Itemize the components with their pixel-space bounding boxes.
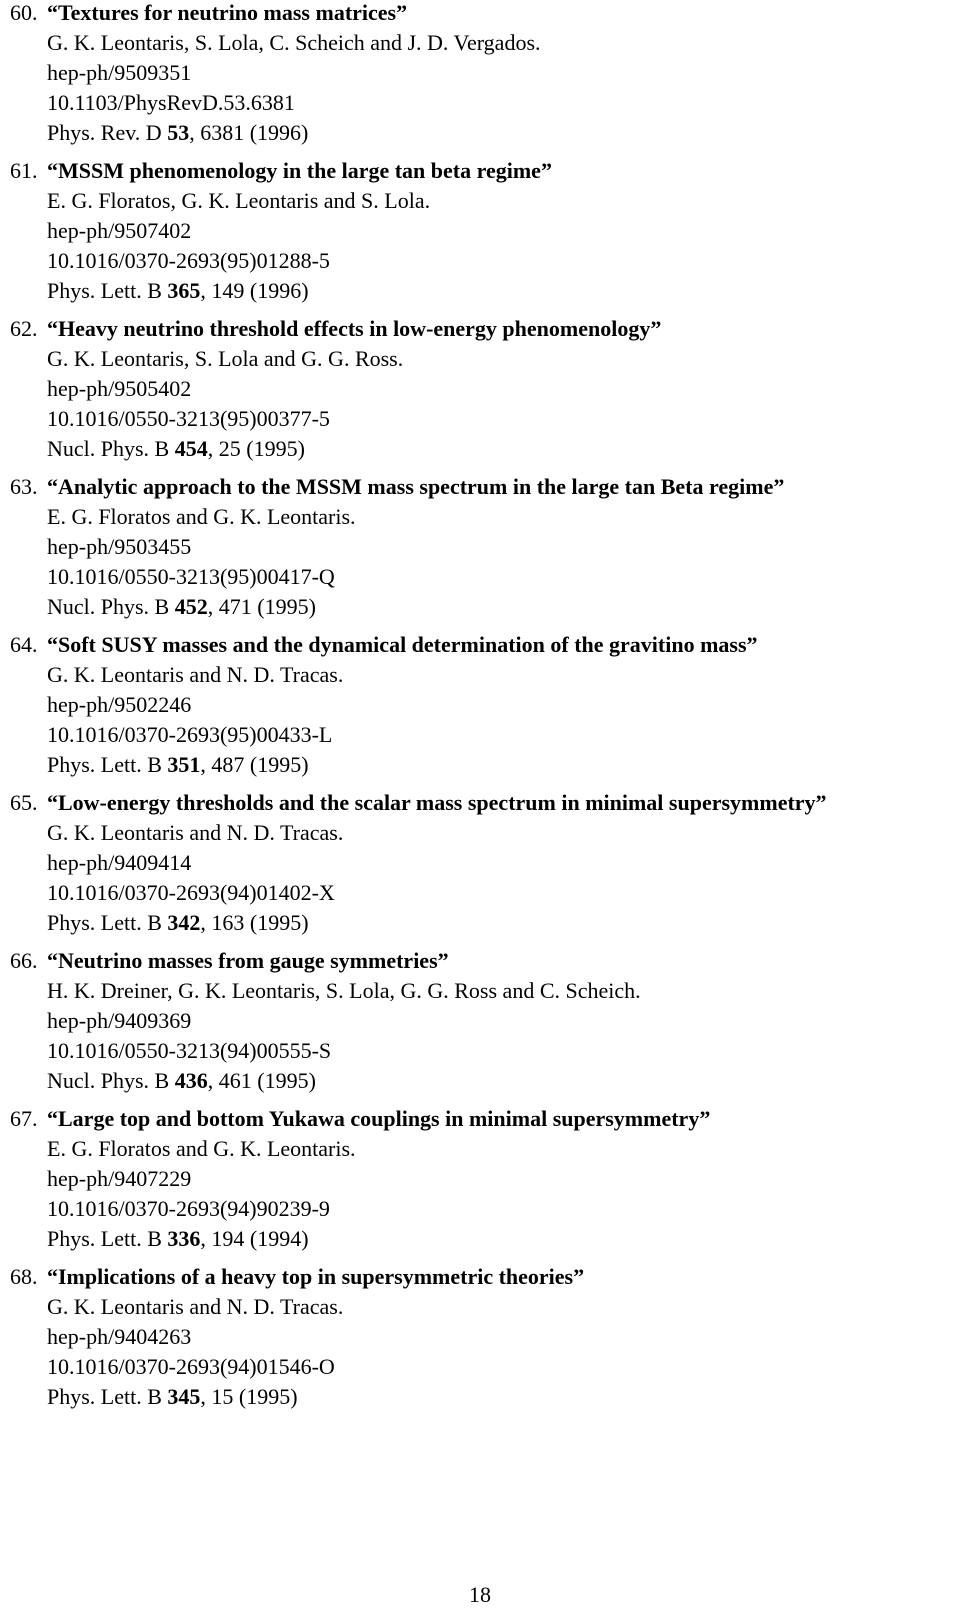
reference-volume: 436	[174, 1068, 208, 1093]
reference-number: 67.	[10, 1106, 38, 1131]
reference-authors: G. K. Leontaris and N. D. Tracas.	[47, 1294, 344, 1319]
reference-journal-line	[10, 434, 955, 464]
reference-title: “Soft SUSY masses and the dynamical determination of the gravitino mass”	[47, 632, 758, 657]
reference-number: 64.	[10, 632, 38, 657]
reference-journal-line	[10, 750, 955, 780]
reference-title-line	[10, 788, 955, 818]
reference-journal: Nucl. Phys. B	[47, 1068, 170, 1093]
reference-doi: 10.1016/0550-3213(95)00417-Q	[47, 564, 335, 589]
reference-entry	[10, 314, 955, 464]
reference-title-line	[10, 1104, 955, 1134]
reference-doi: 10.1016/0370-2693(94)90239-9	[47, 1196, 330, 1221]
reference-title: “MSSM phenomenology in the large tan beta regime”	[47, 158, 552, 183]
reference-title: “Low-energy thresholds and the scalar mass spectrum in minimal supersymmetry”	[47, 790, 827, 815]
reference-volume: 342	[167, 910, 201, 935]
reference-journal: Phys. Lett. B	[47, 910, 162, 935]
reference-pages-year: , 163 (1995)	[200, 910, 309, 935]
reference-volume: 454	[174, 436, 208, 461]
reference-title: “Textures for neutrino mass matrices”	[47, 0, 408, 25]
reference-journal-line	[10, 118, 955, 148]
reference-arxiv-id: hep-ph/9409414	[47, 850, 192, 875]
reference-pages-year: , 471 (1995)	[207, 594, 316, 619]
reference-pages-year: , 487 (1995)	[200, 752, 309, 777]
reference-doi: 10.1016/0550-3213(94)00555-S	[47, 1038, 332, 1063]
reference-arxiv-id: hep-ph/9507402	[47, 218, 192, 243]
reference-pages-year: , 6381 (1996)	[189, 120, 309, 145]
reference-doi: 10.1016/0370-2693(95)00433-L	[47, 722, 333, 747]
reference-authors: H. K. Dreiner, G. K. Leontaris, S. Lola, G. G. Ross and C. Scheich.	[47, 978, 641, 1003]
reference-volume: 452	[174, 594, 208, 619]
reference-doi: 10.1016/0370-2693(94)01546-O	[47, 1354, 335, 1379]
reference-volume: 345	[167, 1384, 201, 1409]
reference-authors: G. K. Leontaris, S. Lola, C. Scheich and J. D. Vergados.	[47, 30, 541, 55]
reference-authors: E. G. Floratos and G. K. Leontaris.	[47, 1136, 356, 1161]
reference-title: “Implications of a heavy top in supersymmetric theories”	[47, 1264, 585, 1289]
reference-pages-year: , 461 (1995)	[207, 1068, 316, 1093]
reference-authors: G. K. Leontaris and N. D. Tracas.	[47, 820, 344, 845]
reference-number: 66.	[10, 948, 38, 973]
reference-journal-line	[10, 592, 955, 622]
reference-entry	[10, 946, 955, 1096]
reference-pages-year: , 25 (1995)	[207, 436, 305, 461]
reference-authors: G. K. Leontaris, S. Lola and G. G. Ross.	[47, 346, 404, 371]
reference-list	[10, 0, 955, 1420]
reference-arxiv-id: hep-ph/9409369	[47, 1008, 192, 1033]
page-number: 18	[469, 1582, 491, 1607]
reference-volume: 53	[167, 120, 190, 145]
reference-title-line	[10, 472, 955, 502]
reference-journal: Nucl. Phys. B	[47, 594, 170, 619]
reference-arxiv-id: hep-ph/9503455	[47, 534, 192, 559]
reference-number: 62.	[10, 316, 38, 341]
reference-arxiv-id: hep-ph/9404263	[47, 1324, 192, 1349]
reference-authors: E. G. Floratos, G. K. Leontaris and S. Lola.	[47, 188, 431, 213]
reference-number: 65.	[10, 790, 38, 815]
reference-title-line	[10, 156, 955, 186]
reference-title: “Heavy neutrino threshold effects in low-energy phenomenology”	[47, 316, 662, 341]
reference-number: 63.	[10, 474, 38, 499]
reference-title-line	[10, 630, 955, 660]
reference-doi: 10.1103/PhysRevD.53.6381	[47, 90, 295, 115]
reference-doi: 10.1016/0370-2693(95)01288-5	[47, 248, 330, 273]
reference-journal-line	[10, 908, 955, 938]
reference-entry	[10, 788, 955, 938]
reference-number: 68.	[10, 1264, 38, 1289]
reference-authors: G. K. Leontaris and N. D. Tracas.	[47, 662, 344, 687]
reference-entry	[10, 472, 955, 622]
reference-title-line	[10, 946, 955, 976]
reference-pages-year: , 194 (1994)	[200, 1226, 309, 1251]
reference-arxiv-id: hep-ph/9509351	[47, 60, 192, 85]
reference-authors: E. G. Floratos and G. K. Leontaris.	[47, 504, 356, 529]
reference-title-line	[10, 1262, 955, 1292]
reference-entry	[10, 1262, 955, 1412]
reference-journal-line	[10, 1066, 955, 1096]
reference-journal: Phys. Rev. D	[47, 120, 162, 145]
reference-arxiv-id: hep-ph/9407229	[47, 1166, 192, 1191]
reference-journal: Phys. Lett. B	[47, 1384, 162, 1409]
reference-journal-line	[10, 1224, 955, 1254]
reference-pages-year: , 15 (1995)	[200, 1384, 298, 1409]
reference-title: “Large top and bottom Yukawa couplings in minimal supersymmetry”	[47, 1106, 711, 1131]
reference-arxiv-id: hep-ph/9505402	[47, 376, 192, 401]
reference-doi: 10.1016/0370-2693(94)01402-X	[47, 880, 335, 905]
reference-entry	[10, 1104, 955, 1254]
reference-entry	[10, 156, 955, 306]
reference-title-line	[10, 0, 955, 28]
reference-volume: 365	[167, 278, 201, 303]
reference-title-line	[10, 314, 955, 344]
reference-pages-year: , 149 (1996)	[200, 278, 309, 303]
reference-journal: Phys. Lett. B	[47, 752, 162, 777]
reference-entry	[10, 630, 955, 780]
reference-number: 60.	[10, 0, 38, 25]
reference-volume: 351	[167, 752, 201, 777]
reference-journal-line	[10, 276, 955, 306]
reference-arxiv-id: hep-ph/9502246	[47, 692, 192, 717]
reference-journal: Phys. Lett. B	[47, 278, 162, 303]
reference-journal-line	[10, 1382, 955, 1412]
reference-journal: Phys. Lett. B	[47, 1226, 162, 1251]
reference-title: “Neutrino masses from gauge symmetries”	[47, 948, 449, 973]
reference-volume: 336	[167, 1226, 201, 1251]
reference-doi: 10.1016/0550-3213(95)00377-5	[47, 406, 330, 431]
reference-title: “Analytic approach to the MSSM mass spectrum in the large tan Beta regime”	[47, 474, 785, 499]
reference-number: 61.	[10, 158, 38, 183]
reference-entry	[10, 0, 955, 148]
reference-journal: Nucl. Phys. B	[47, 436, 170, 461]
